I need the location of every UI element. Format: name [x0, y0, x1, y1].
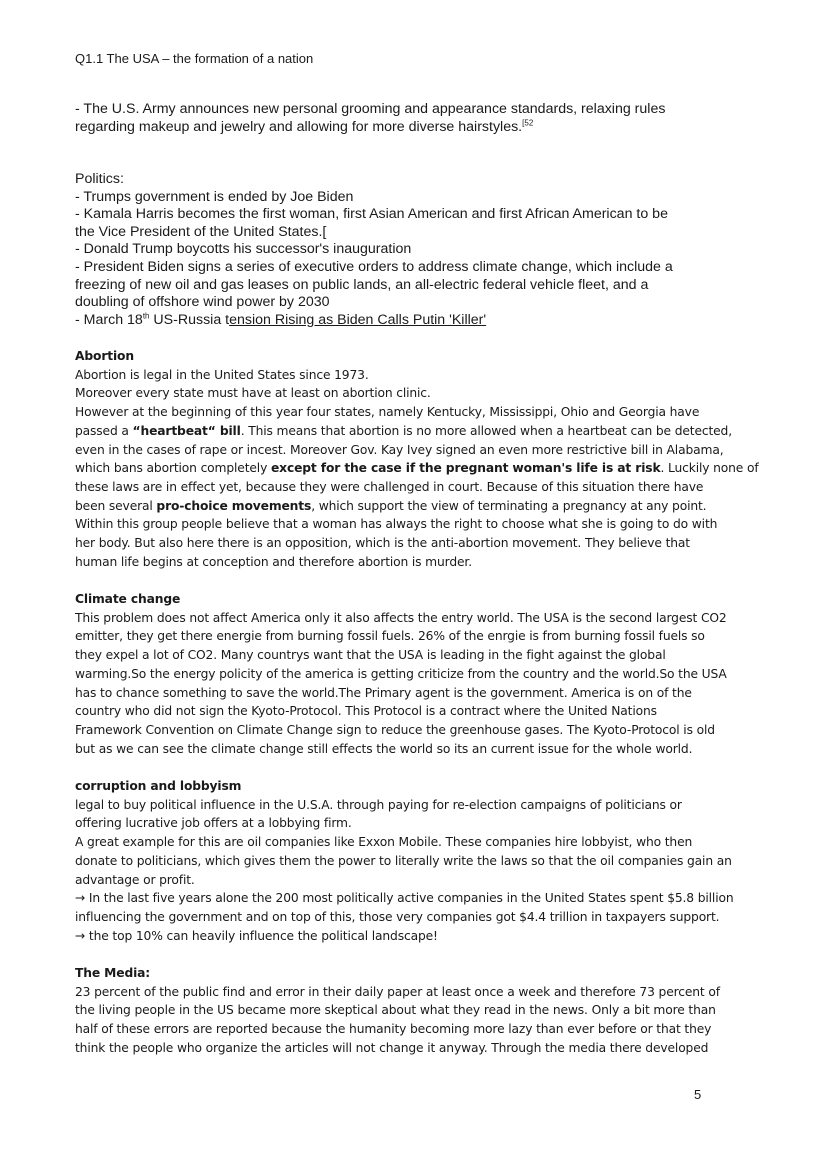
abortion-heading: Abortion: [75, 349, 134, 363]
page-number: 5: [694, 1087, 702, 1102]
politics-heading: Politics:: [75, 171, 124, 187]
corruption-line: → In the last five years alone the 200 most politically active companies in the United States spent $5.8 billion: [75, 891, 734, 906]
abortion-line: even in the cases of rape or incest. Moreover Gov. Kay Ivey signed an even more restrictive bill in Alabama,: [75, 442, 724, 457]
politics-line: - Trumps government is ended by Joe Biden: [75, 188, 354, 205]
abortion-line: her body. But also here there is an opposition, which is the anti-abortion movement. They believe that: [75, 536, 690, 551]
climate-line: they expel a lot of CO2. Many countrys want that the USA is leading in the fight against the global: [75, 648, 666, 663]
politics-line: - Donald Trump boycotts his successor's inauguration: [75, 241, 412, 258]
politics-line: freezing of new oil and gas leases on public lands, an all-electric federal vehicle fleet, and a: [75, 276, 649, 293]
media-section: [75, 964, 755, 1058]
media-line: the living people in the US became more skeptical about what they read in the news. Only a bit more than: [75, 1003, 716, 1018]
climate-line: has to chance something to save the world.The Primary agent is the government. America is on of the: [75, 685, 692, 700]
abortion-line: Abortion is legal in the United States since 1973.: [75, 367, 369, 382]
media-line: half of these errors are reported because the humanity becoming more lazy than ever before or that they: [75, 1022, 712, 1037]
abortion-line: these laws are in effect yet, because they were challenged in court. Because of this situation there have: [75, 479, 704, 494]
page-header: Q1.1 The USA – the formation of a nation: [75, 51, 314, 66]
abortion-line: passed a “heartbeat“ bill. This means that abortion is no more allowed when a heartbeat can be detected,: [75, 423, 732, 438]
army-line-2: regarding makeup and jewelry and allowing for more diverse hairstyles.$^{[52}$: [75, 117, 534, 135]
corruption-line: advantage or profit.: [75, 872, 195, 887]
media-heading: The Media:: [75, 966, 151, 980]
politics-line-last: - March 18th US-Russia tension Rising as Biden Calls Putin 'Killer': [75, 311, 487, 328]
abortion-line: been several pro-choice movements, which support the view of terminating a pregnancy at any point.: [75, 498, 707, 513]
corruption-heading: corruption and lobbyism: [75, 779, 242, 793]
climate-line: warming.So the energy policity of the america is getting criticize from the country and the world.So the USA: [75, 666, 727, 681]
abortion-line: human life begins at conception and therefore abortion is murder.: [75, 554, 472, 569]
abortion-line: However at the beginning of this year four states, namely Kentucky, Mississippi, Ohio and Georgia have: [75, 405, 700, 420]
climate-line: country who did not sign the Kyoto-Protocol. This Protocol is a contract where the United Nations: [75, 704, 657, 719]
army-reference: [52: [522, 117, 534, 127]
media-line: 23 percent of the public find and error in their daily paper at least once a week and therefore 73 percent of: [75, 984, 720, 999]
corruption-line: A great example for this are oil companies like Exxon Mobile. These companies hire lobbyist, who then: [75, 835, 693, 850]
abortion-line: Within this group people believe that a woman has always the right to choose what she is going to do with: [75, 517, 718, 532]
climate-line: Framework Convention on Climate Change sign to reduce the greenhouse gases. The Kyoto-Protocol is old: [75, 722, 715, 737]
putin-article-link[interactable]: ension Rising as Biden Calls Putin 'Killer': [229, 311, 487, 328]
climate-line: This problem does not affect America only it also affects the entry world. The USA is the second largest CO2: [75, 610, 727, 625]
abortion-line: which bans abortion completely except for the case if the pregnant woman's life is at risk. Luckily none of: [75, 461, 759, 476]
corruption-section: [75, 777, 755, 945]
corruption-line: → the top 10% can heavily influence the political landscape!: [75, 928, 438, 943]
abortion-section: [75, 347, 759, 571]
politics-line: the Vice President of the United States.[: [75, 223, 327, 240]
politics-line: - President Biden signs a series of executive orders to address climate change, which include a: [75, 258, 673, 275]
climate-heading: Climate change: [75, 592, 181, 606]
army-paragraph: [75, 101, 755, 136]
climate-line: emitter, they get there energie from burning fossil fuels. 26% of the enrgie is from burning fossil fuels so: [75, 629, 705, 644]
media-line: think the people who organize the articles will not change it anyway. Through the media there developed: [75, 1040, 709, 1055]
corruption-line: legal to buy political influence in the U.S.A. through paying for re-election campaigns of politicians or: [75, 797, 682, 812]
politics-section: [75, 171, 755, 329]
abortion-line: Moreover every state must have at least on abortion clinic.: [75, 386, 431, 401]
army-line-1: - The U.S. Army announces new personal grooming and appearance standards, relaxing rules: [75, 101, 666, 117]
climate-line: but as we can see the climate change still effects the world so its an current issue for the whole world.: [75, 741, 693, 756]
corruption-line: donate to politicians, which gives them the power to literally write the laws so that the oil companies gain an: [75, 853, 732, 868]
climate-section: [75, 590, 755, 758]
corruption-line: influencing the government and on top of this, those very companies got $4.4 trillion in taxpayers support.: [75, 909, 720, 924]
politics-line: - Kamala Harris becomes the first woman, first Asian American and first African American to be: [75, 206, 668, 223]
corruption-line: offering lucrative job offers at a lobbying firm.: [75, 816, 352, 831]
politics-line: doubling of offshore wind power by 2030: [75, 294, 330, 311]
